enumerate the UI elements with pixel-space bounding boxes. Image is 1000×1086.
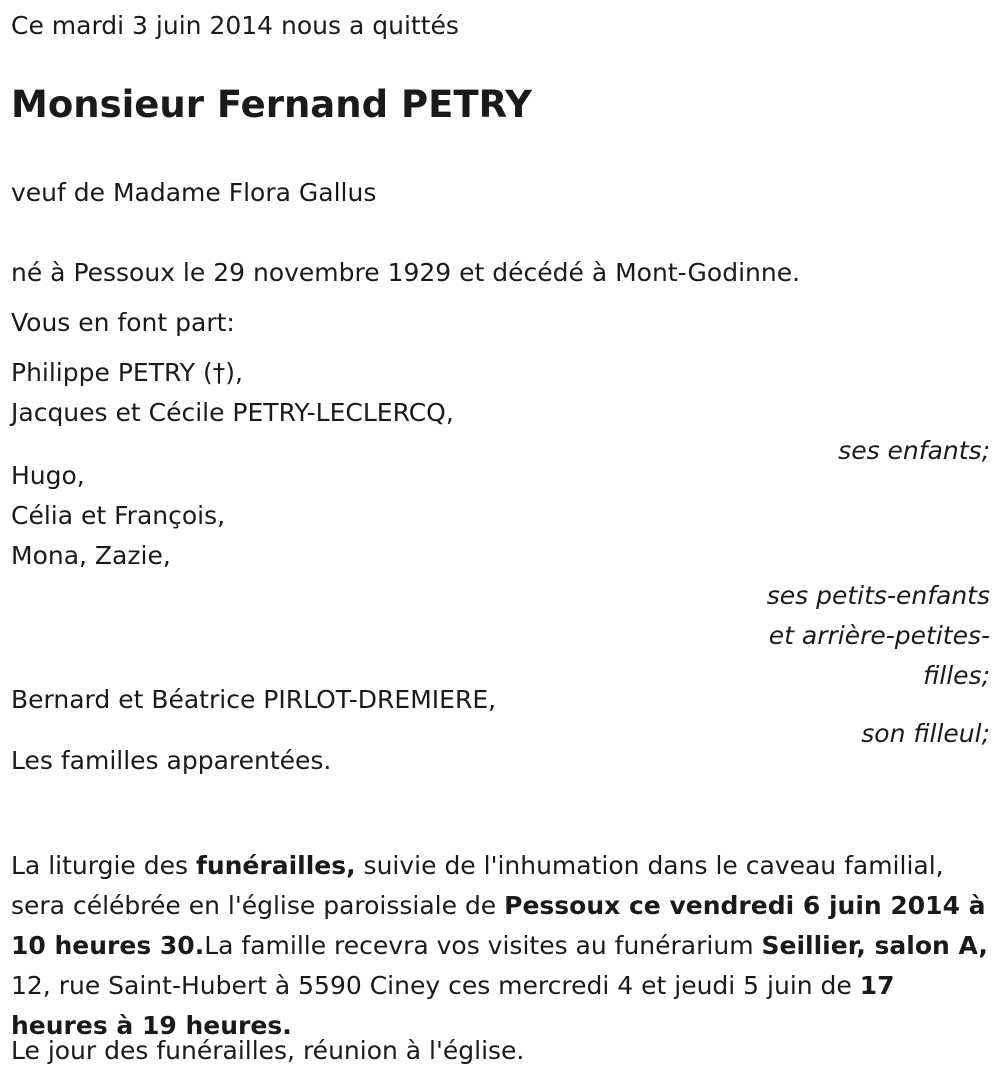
grandchildren-role: ses petits-enfants et arrière-petites-filles; <box>766 581 990 690</box>
announce-line: Vous en font part: <box>11 308 235 337</box>
widow-line: veuf de Madame Flora Gallus <box>11 178 377 207</box>
funeral-date-bold: Pessoux ce vendredi 6 juin 2014 à 10 heures 30. <box>11 891 986 960</box>
funeral-text: La liturgie des <box>11 851 196 880</box>
child-name: Philippe PETRY (†), <box>11 358 243 387</box>
funeral-text: La famille recevra vos visites au funérarium <box>204 931 762 960</box>
funerarium-bold: Seillier, salon A, <box>761 931 988 960</box>
children-role: ses enfants; <box>838 436 990 465</box>
funeral-paragraph <box>11 846 996 1046</box>
child-name: Jacques et Cécile PETRY-LECLERCQ, <box>11 398 454 427</box>
godson-role: son filleul; <box>861 719 990 748</box>
intro-line: Ce mardi 3 juin 2014 nous a quittés <box>11 11 459 40</box>
grandchild-name: Célia et François, <box>11 501 226 530</box>
grandchild-name: Hugo, <box>11 461 85 490</box>
deceased-name: Monsieur Fernand PETRY <box>11 83 532 126</box>
godson-name: Bernard et Béatrice PIRLOT-DREMIERE, <box>11 685 497 714</box>
funeral-bold: funérailles, <box>195 851 356 880</box>
funeral-text: 12, rue Saint-Hubert à 5590 Ciney ces mercredi 4 et jeudi 5 juin de <box>11 971 860 1000</box>
birth-death-line: né à Pessoux le 29 novembre 1929 et décédé à Mont-Godinne. <box>11 258 801 287</box>
meeting-line: Le jour des funérailles, réunion à l'église. <box>11 1036 525 1065</box>
funeral-text: suivie de l'inhumation dans le caveau familial, sera célébrée en l'église paroissiale de <box>11 851 944 920</box>
families-line: Les familles apparentées. <box>11 746 332 775</box>
grandchild-name: Mona, Zazie, <box>11 541 171 570</box>
children-group <box>11 353 990 471</box>
visit-hours-bold: 17 heures à 19 heures. <box>11 971 895 1040</box>
grandchildren-group <box>11 456 990 696</box>
